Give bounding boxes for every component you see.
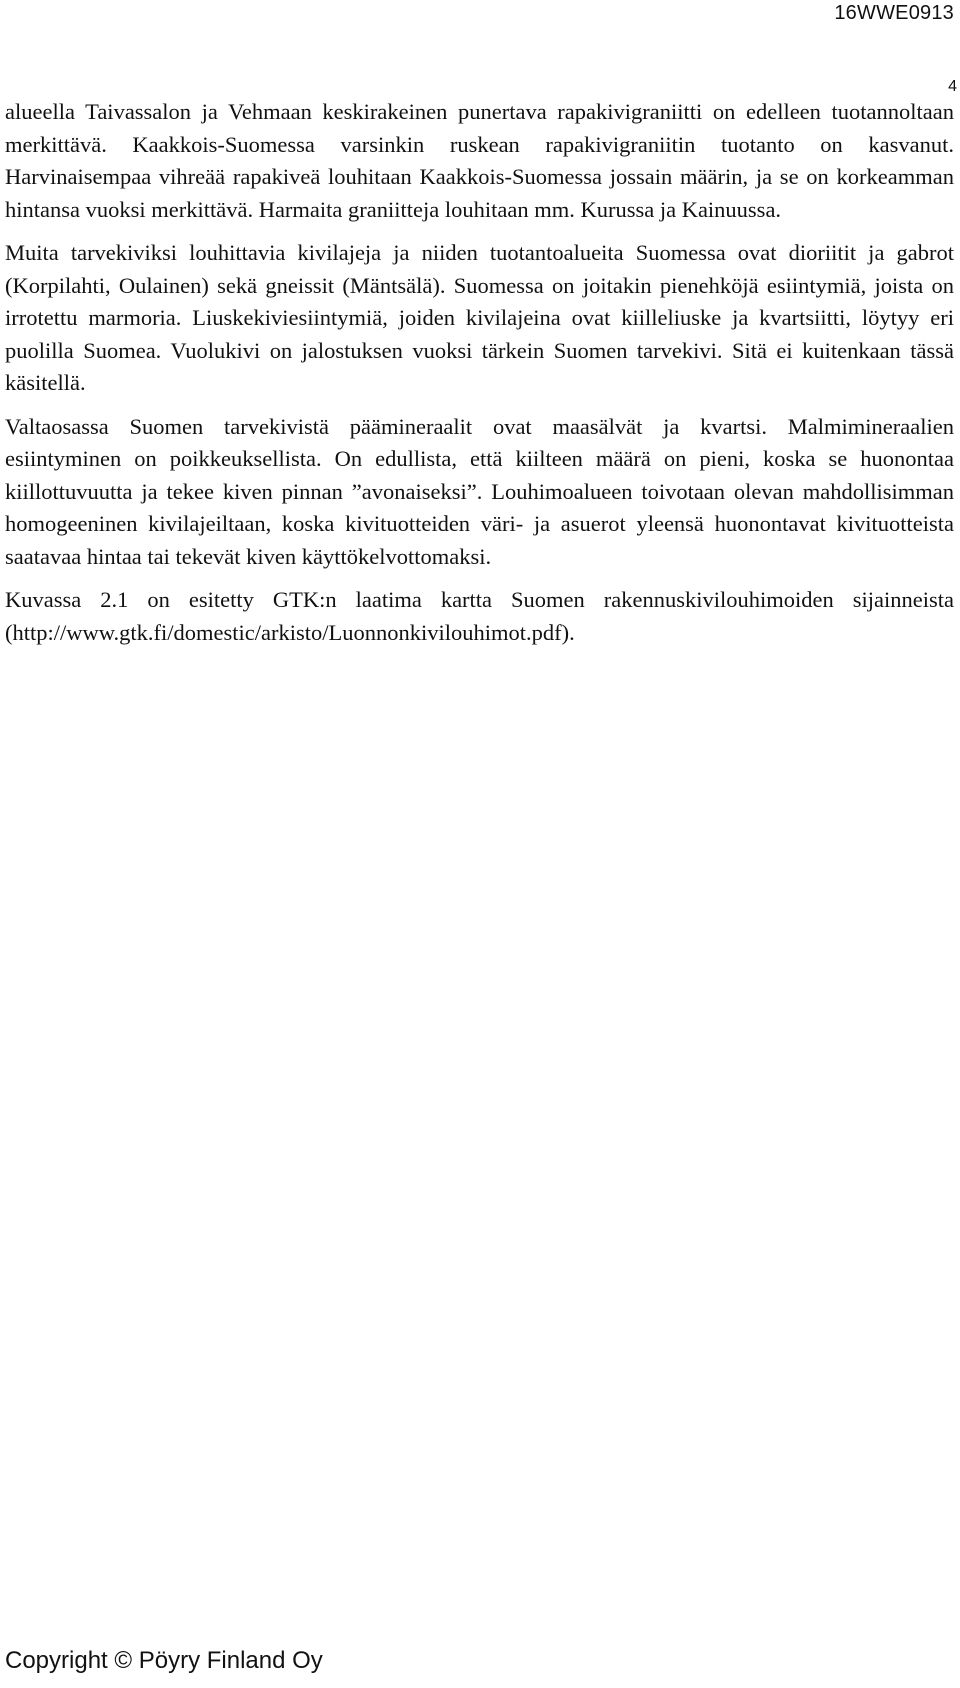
paragraph: Kuvassa 2.1 on esitetty GTK:n laatima kartta Suomen rakennuskivilouhimoiden sijainneista (http://www.gtk.fi/domestic/arkisto/Luonnonkivilouhimot.pdf).	[5, 587, 954, 645]
body-text	[5, 96, 954, 649]
page-number: 4	[948, 78, 957, 95]
paragraph: alueella Taivassalon ja Vehmaan keskirakeinen punertava rapakivigraniitti on edelleen tuotannoltaan merkittävä. Kaakkois-Suomessa varsinkin ruskean rapakivigraniitin tuotanto on kasvanut. Harvinaisempaa vihreää rapakiveä louhitaan Kaakkois-Suomessa jossain määrin, ja se on korkeamman hintansa vuoksi merkittävä. Harmaita graniitteja louhitaan mm. Kurussa ja Kainuussa.	[5, 99, 954, 222]
document-id: 16WWE0913	[834, 2, 954, 24]
paragraph: Muita tarvekiviksi louhittavia kivilajeja ja niiden tuotantoalueita Suomessa ovat dioriitit ja gabrot (Korpilahti, Oulainen) sekä gneissit (Mäntsälä). Suomessa on joitakin pienehköjä esiintymiä, joista on irrotettu marmoria. Liuskekiviesiintymiä, joiden kivilajeina ovat kiilleliuske ja kvartsiitti, löytyy eri puolilla Suomea. Vuolukivi on jalostuksen vuoksi tärkein Suomen tarvekivi. Sitä ei kuitenkaan tässä käsitellä.	[5, 240, 954, 395]
copyright-footer: Copyright © Pöyry Finland Oy	[5, 1647, 323, 1674]
paragraph: Valtaosassa Suomen tarvekivistä päämineraalit ovat maasälvät ja kvartsi. Malmimineraalien esiintyminen on poikkeuksellista. On edullista, että kiilteen määrä on pieni, koska se huonontaa kiillottuvuutta ja tekee kiven pinnan ”avonaiseksi”. Louhimoalueen toivotaan olevan mahdollisimman homogeeninen kivilajeiltaan, koska kivituotteiden väri- ja asuerot yleensä huonontavat kivituotteista saatavaa hintaa tai tekevät kiven käyttökelvottomaksi.	[5, 413, 954, 569]
